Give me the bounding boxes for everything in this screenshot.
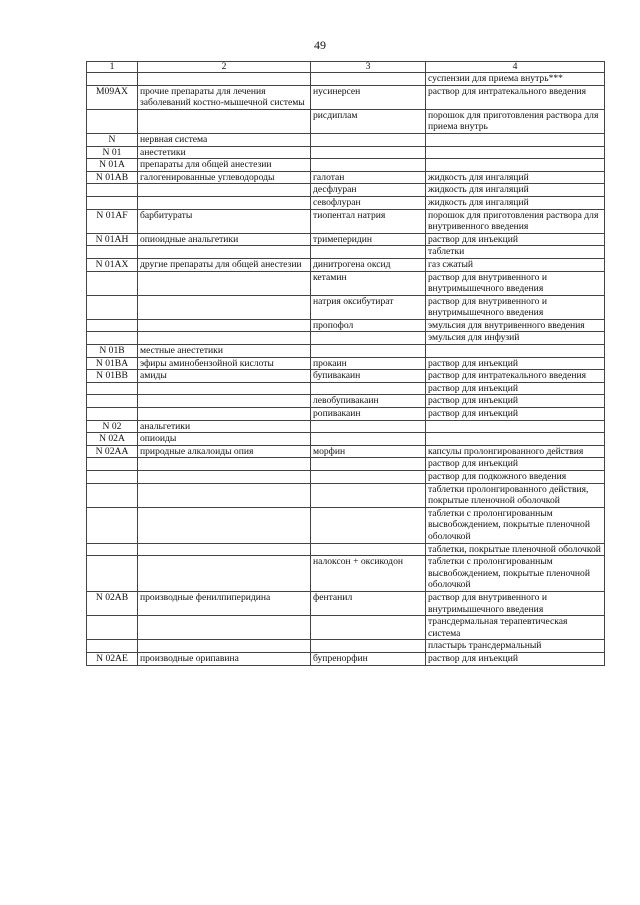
group-name-cell — [138, 483, 311, 507]
dosage-form-cell: таблетки с пролонгированным высвобождением, покрытые пленочной оболочкой — [426, 556, 605, 592]
atc-code-cell — [87, 556, 138, 592]
table-row — [87, 616, 605, 640]
drug-name-cell — [311, 543, 426, 556]
dosage-form-cell: раствор для инъекций — [426, 357, 605, 370]
drug-name-cell — [311, 507, 426, 543]
dosage-form-cell: порошок для приготовления раствора для приема внутрь — [426, 109, 605, 133]
group-name-cell — [138, 271, 311, 295]
drug-name-cell — [311, 332, 426, 345]
drug-name-cell — [311, 640, 426, 653]
table-row — [87, 433, 605, 446]
group-name-cell — [138, 382, 311, 395]
drug-name-cell: галотан — [311, 171, 426, 184]
dosage-form-cell: раствор для подкожного введения — [426, 471, 605, 484]
group-name-cell — [138, 73, 311, 86]
dosage-form-cell: раствор для интратекального введения — [426, 85, 605, 109]
dosage-form-cell: таблетки с пролонгированным высвобождением, покрытые пленочной оболочкой — [426, 507, 605, 543]
dosage-form-cell: раствор для внутривенного и внутримышечного введения — [426, 295, 605, 319]
table-row — [87, 652, 605, 665]
table-row — [87, 295, 605, 319]
group-name-cell: прочие препараты для лечения заболеваний костно-мышечной системы — [138, 85, 311, 109]
group-name-cell — [138, 458, 311, 471]
group-name-cell: местные анестетики — [138, 345, 311, 358]
atc-code-cell: N 01AF — [87, 209, 138, 233]
atc-code-cell: N — [87, 133, 138, 146]
group-name-cell: нервная система — [138, 133, 311, 146]
group-name-cell — [138, 109, 311, 133]
column-header: 4 — [426, 62, 605, 73]
drug-name-cell — [311, 471, 426, 484]
group-name-cell: эфиры аминобензойной кислоты — [138, 357, 311, 370]
table-row — [87, 184, 605, 197]
column-header: 1 — [87, 62, 138, 73]
dosage-form-cell: газ сжатый — [426, 258, 605, 271]
dosage-form-cell: раствор для инъекций — [426, 382, 605, 395]
drug-name-cell: налоксон + оксикодон — [311, 556, 426, 592]
group-name-cell — [138, 246, 311, 259]
table-row — [87, 483, 605, 507]
group-name-cell: анальгетики — [138, 420, 311, 433]
dosage-form-cell: эмульсия для инфузий — [426, 332, 605, 345]
table-row — [87, 640, 605, 653]
dosage-form-cell: порошок для приготовления раствора для внутривенного введения — [426, 209, 605, 233]
atc-code-cell — [87, 543, 138, 556]
drug-name-cell: тиопентал натрия — [311, 209, 426, 233]
drug-name-cell: левобупивакаин — [311, 395, 426, 408]
atc-code-cell: N 01AB — [87, 171, 138, 184]
table-row — [87, 319, 605, 332]
dosage-form-cell: пластырь трансдермальный — [426, 640, 605, 653]
atc-code-cell: N 01B — [87, 345, 138, 358]
dosage-form-cell: таблетки пролонгированного действия, покрытые пленочной оболочкой — [426, 483, 605, 507]
table-row — [87, 133, 605, 146]
table-row — [87, 209, 605, 233]
drug-name-cell: бупивакаин — [311, 370, 426, 383]
atc-code-cell — [87, 616, 138, 640]
atc-code-cell — [87, 271, 138, 295]
atc-code-cell: N 02AE — [87, 652, 138, 665]
page-number: 49 — [314, 38, 326, 52]
dosage-form-cell: раствор для внутривенного и внутримышечного введения — [426, 591, 605, 615]
atc-code-cell — [87, 507, 138, 543]
table-row — [87, 246, 605, 259]
table-body — [87, 73, 605, 666]
group-name-cell: препараты для общей анестезии — [138, 159, 311, 172]
group-name-cell: производные орипавина — [138, 652, 311, 665]
atc-code-cell: N 01BB — [87, 370, 138, 383]
column-header: 3 — [311, 62, 426, 73]
group-name-cell — [138, 319, 311, 332]
atc-code-cell: N 01AH — [87, 233, 138, 246]
drug-name-cell: морфин — [311, 445, 426, 458]
table-row — [87, 73, 605, 86]
dosage-form-cell: жидкость для ингаляций — [426, 196, 605, 209]
table-row — [87, 345, 605, 358]
drug-name-cell: десфлуран — [311, 184, 426, 197]
drug-name-cell — [311, 146, 426, 159]
atc-code-cell — [87, 109, 138, 133]
atc-code-cell — [87, 458, 138, 471]
drug-name-cell: тримеперидин — [311, 233, 426, 246]
atc-code-cell — [87, 395, 138, 408]
atc-code-cell — [87, 246, 138, 259]
atc-code-cell — [87, 332, 138, 345]
group-name-cell — [138, 640, 311, 653]
group-name-cell: галогенированные углеводороды — [138, 171, 311, 184]
drug-name-cell: динитрогена оксид — [311, 258, 426, 271]
dosage-form-cell: жидкость для ингаляций — [426, 184, 605, 197]
group-name-cell: опиоиды — [138, 433, 311, 446]
column-header: 2 — [138, 62, 311, 73]
drug-name-cell — [311, 420, 426, 433]
atc-code-cell: N 02AA — [87, 445, 138, 458]
atc-code-cell — [87, 382, 138, 395]
table-row — [87, 591, 605, 615]
dosage-form-cell — [426, 345, 605, 358]
table-row — [87, 196, 605, 209]
table-row — [87, 382, 605, 395]
dosage-form-cell: трансдермальная терапевтическая система — [426, 616, 605, 640]
group-name-cell — [138, 184, 311, 197]
atc-code-cell: N 02 — [87, 420, 138, 433]
table-row — [87, 471, 605, 484]
table-row — [87, 408, 605, 421]
table-row — [87, 258, 605, 271]
drug-name-cell: бупренорфин — [311, 652, 426, 665]
table-row — [87, 395, 605, 408]
group-name-cell — [138, 616, 311, 640]
table-row — [87, 543, 605, 556]
drug-name-cell — [311, 159, 426, 172]
dosage-form-cell: суспензии для приема внутрь*** — [426, 73, 605, 86]
group-name-cell: природные алкалоиды опия — [138, 445, 311, 458]
drug-name-cell: нусинерсен — [311, 85, 426, 109]
table-row — [87, 85, 605, 109]
group-name-cell — [138, 556, 311, 592]
atc-code-cell: N 01A — [87, 159, 138, 172]
dosage-form-cell — [426, 433, 605, 446]
drug-name-cell — [311, 345, 426, 358]
atc-code-cell: N 01AX — [87, 258, 138, 271]
drug-name-cell — [311, 246, 426, 259]
dosage-form-cell: таблетки — [426, 246, 605, 259]
group-name-cell — [138, 507, 311, 543]
drug-name-cell: ропивакаин — [311, 408, 426, 421]
drug-name-cell — [311, 73, 426, 86]
dosage-form-cell: раствор для инъекций — [426, 395, 605, 408]
table-row — [87, 271, 605, 295]
drug-name-cell: пропофол — [311, 319, 426, 332]
dosage-form-cell: раствор для инъекций — [426, 652, 605, 665]
atc-code-cell — [87, 471, 138, 484]
table-row — [87, 171, 605, 184]
drug-name-cell: фентанил — [311, 591, 426, 615]
atc-code-cell: N 01 — [87, 146, 138, 159]
dosage-form-cell: раствор для инъекций — [426, 233, 605, 246]
drug-name-cell — [311, 483, 426, 507]
atc-code-cell: N 02A — [87, 433, 138, 446]
group-name-cell: барбитураты — [138, 209, 311, 233]
table-header-row — [87, 62, 605, 73]
dosage-form-cell: эмульсия для внутривенного введения — [426, 319, 605, 332]
dosage-form-cell — [426, 133, 605, 146]
group-name-cell: другие препараты для общей анестезии — [138, 258, 311, 271]
atc-code-cell — [87, 319, 138, 332]
dosage-form-cell — [426, 146, 605, 159]
atc-code-cell: M09AX — [87, 85, 138, 109]
atc-code-cell — [87, 408, 138, 421]
dosage-form-cell: раствор для интратекального введения — [426, 370, 605, 383]
drug-name-cell — [311, 382, 426, 395]
table-row — [87, 420, 605, 433]
atc-code-cell: N 01BA — [87, 357, 138, 370]
drug-name-cell — [311, 616, 426, 640]
group-name-cell — [138, 408, 311, 421]
group-name-cell — [138, 196, 311, 209]
group-name-cell — [138, 332, 311, 345]
group-name-cell: производные фенилпиперидина — [138, 591, 311, 615]
atc-code-cell — [87, 73, 138, 86]
table-row — [87, 370, 605, 383]
drug-name-cell — [311, 458, 426, 471]
drug-name-cell: севофлуран — [311, 196, 426, 209]
table-row — [87, 357, 605, 370]
drug-name-cell: натрия оксибутират — [311, 295, 426, 319]
dosage-form-cell: капсулы пролонгированного действия — [426, 445, 605, 458]
atc-code-cell — [87, 184, 138, 197]
table-row — [87, 146, 605, 159]
group-name-cell: амиды — [138, 370, 311, 383]
drug-list-table — [86, 61, 605, 666]
dosage-form-cell — [426, 159, 605, 172]
table-row — [87, 556, 605, 592]
dosage-form-cell: жидкость для ингаляций — [426, 171, 605, 184]
group-name-cell — [138, 295, 311, 319]
drug-name-cell: рисдиплам — [311, 109, 426, 133]
atc-code-cell: N 02AB — [87, 591, 138, 615]
group-name-cell — [138, 471, 311, 484]
atc-code-cell — [87, 196, 138, 209]
drug-name-cell: прокаин — [311, 357, 426, 370]
table-row — [87, 445, 605, 458]
dosage-form-cell: раствор для внутривенного и внутримышечного введения — [426, 271, 605, 295]
drug-name-cell — [311, 133, 426, 146]
dosage-form-cell — [426, 420, 605, 433]
atc-code-cell — [87, 483, 138, 507]
table-row — [87, 507, 605, 543]
atc-code-cell — [87, 640, 138, 653]
table-row — [87, 159, 605, 172]
table-row — [87, 233, 605, 246]
group-name-cell — [138, 543, 311, 556]
group-name-cell: опиоидные анальгетики — [138, 233, 311, 246]
dosage-form-cell: раствор для инъекций — [426, 408, 605, 421]
atc-code-cell — [87, 295, 138, 319]
table-row — [87, 109, 605, 133]
table-row — [87, 458, 605, 471]
group-name-cell: анестетики — [138, 146, 311, 159]
table-row — [87, 332, 605, 345]
group-name-cell — [138, 395, 311, 408]
dosage-form-cell: таблетки, покрытые пленочной оболочкой — [426, 543, 605, 556]
dosage-form-cell: раствор для инъекций — [426, 458, 605, 471]
drug-name-cell — [311, 433, 426, 446]
drug-name-cell: кетамин — [311, 271, 426, 295]
